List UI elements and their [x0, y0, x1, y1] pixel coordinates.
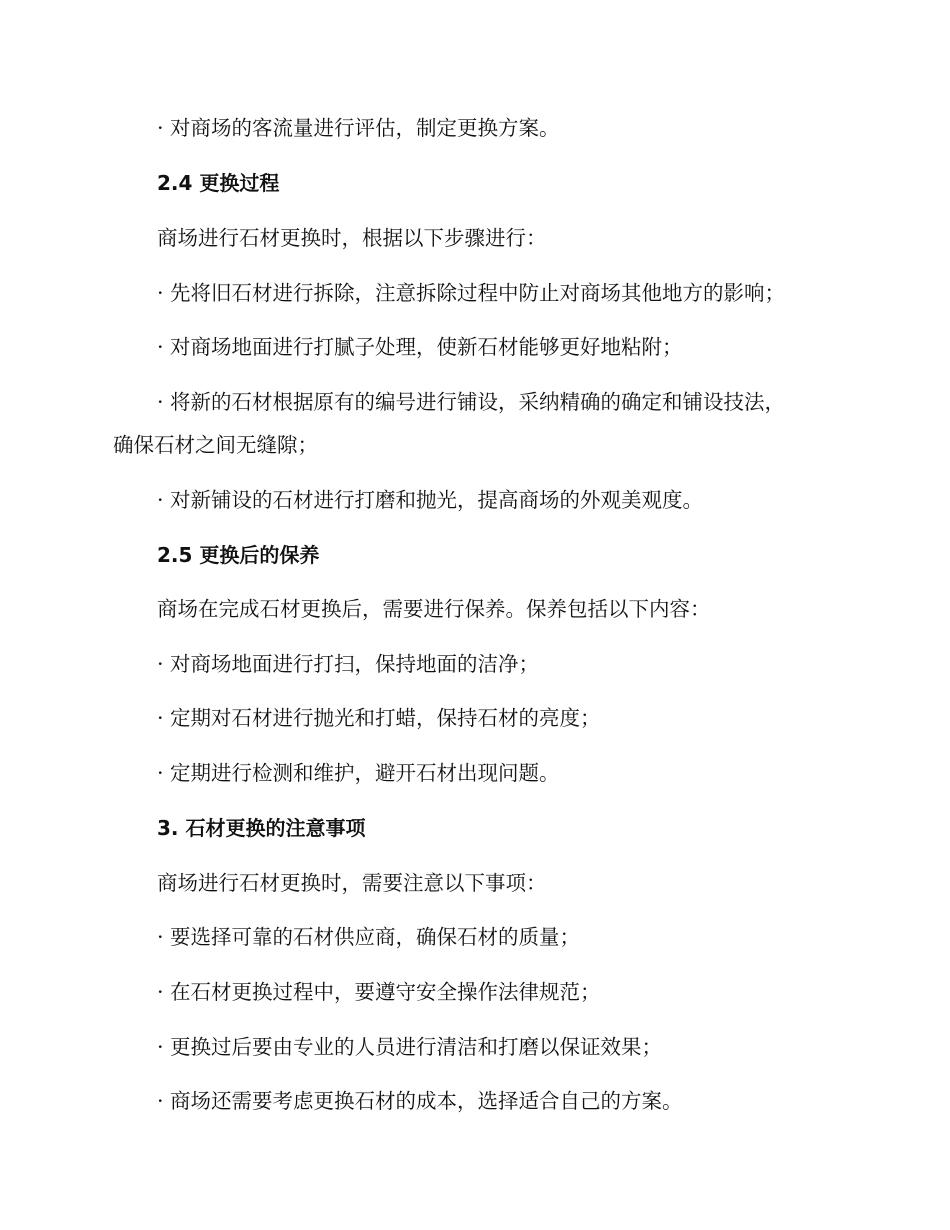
bullet-item-continuation: 确保石材之间无缝隙； [113, 433, 318, 457]
bullet-item: · 先将旧石材进行拆除，注意拆除过程中防止对商场其他地方的影响； [157, 281, 786, 305]
paragraph: 商场在完成石材更换后，需要进行保养。保养包括以下内容： [157, 597, 711, 621]
bullet-item: · 对商场地面进行打扫，保持地面的洁净； [157, 652, 540, 676]
section-heading: 3. 石材更换的注意事项 [157, 816, 366, 840]
bullet-item: · 对新铺设的石材进行打磨和抛光，提高商场的外观美观度。 [157, 488, 704, 512]
paragraph: 商场进行石材更换时，需要注意以下事项： [157, 871, 547, 895]
bullet-item: · 更换过后要由专业的人员进行清洁和打磨以保证效果； [157, 1035, 663, 1059]
bullet-item: · 商场还需要考虑更换石材的成本，选择适合自己的方案。 [157, 1089, 683, 1113]
paragraph: 商场进行石材更换时，根据以下步骤进行： [157, 226, 547, 250]
bullet-item: · 对商场地面进行打腻子处理，使新石材能够更好地粘附； [157, 335, 683, 359]
bullet-item: · 定期进行检测和维护，避开石材出现问题。 [157, 761, 560, 785]
bullet-item: · 要选择可靠的石材供应商，确保石材的质量； [157, 925, 581, 949]
bullet-item: · 定期对石材进行抛光和打蜡，保持石材的亮度； [157, 706, 601, 730]
bullet-item: · 将新的石材根据原有的编号进行铺设，采纳精确的确定和铺设技法， [157, 390, 786, 414]
section-heading: 2.4 更换过程 [157, 171, 280, 195]
bullet-item: · 在石材更换过程中，要遵守安全操作法律规范； [157, 980, 601, 1004]
section-heading: 2.5 更换后的保养 [157, 543, 320, 567]
bullet-item: · 对商场的客流量进行评估，制定更换方案。 [157, 116, 560, 140]
